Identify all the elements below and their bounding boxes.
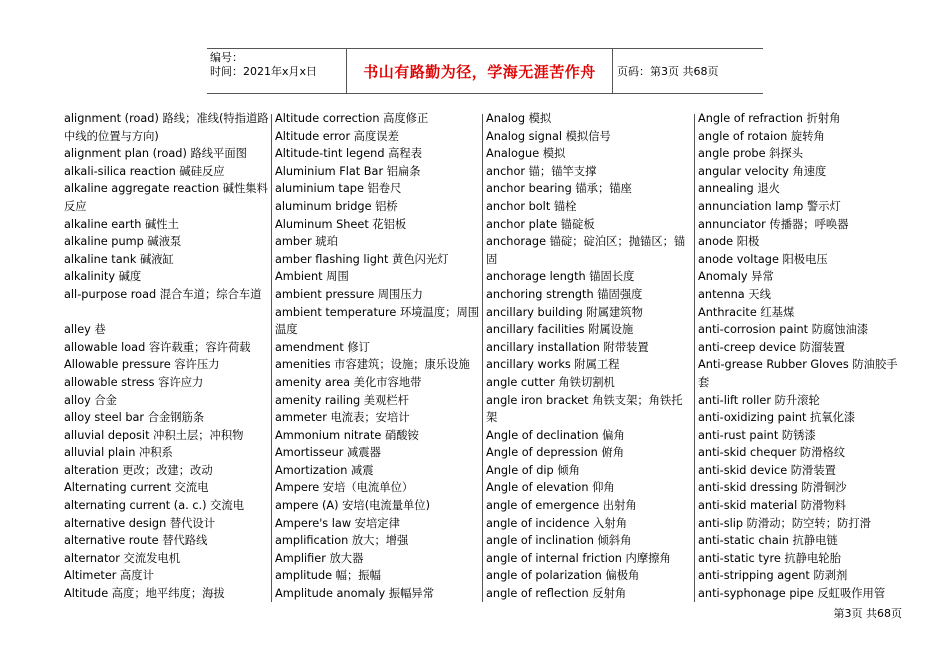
glossary-entry: Altitude-tint legend 高程表 — [275, 147, 422, 161]
glossary-entry: angle of rotaion 旋转角 — [698, 129, 825, 143]
glossary-entry: anti-skid material 防滑物料 — [698, 499, 846, 513]
glossary-entry: anti-rust paint 防锈漆 — [698, 428, 816, 442]
glossary-entry: anti-syphonage pipe 反虹吸作用管 — [698, 587, 886, 601]
glossary-entry: Amplitude anomaly 振幅异常 — [275, 587, 435, 601]
glossary-entry: Analog signal 模拟信号 — [486, 129, 611, 143]
glossary-entry: anchorage length 锚固长度 — [486, 270, 635, 284]
glossary-entry — [64, 304, 270, 322]
glossary-columns — [64, 110, 908, 607]
glossary-entry: Aluminum Sheet 花铝板 — [275, 217, 407, 231]
header-info — [207, 49, 347, 93]
glossary-entry: anti-static chain 抗静电链 — [698, 534, 838, 548]
glossary-entry: alkaline aggregate reaction 碱性集料反应 — [64, 182, 268, 213]
glossary-entry: aluminium tape 铝卷尺 — [275, 182, 402, 196]
glossary-entry: Alternating current 交流电 — [64, 481, 209, 495]
glossary-entry: anchoring strength 锚固强度 — [486, 287, 643, 301]
glossary-entry: anti-stripping agent 防剥剂 — [698, 569, 848, 583]
glossary-entry: anti-lift roller 防升滚轮 — [698, 393, 820, 407]
glossary-entry: Angle of depression 俯角 — [486, 446, 625, 460]
glossary-entry: anchor bearing 锚承；锚座 — [486, 182, 632, 196]
glossary-entry: ambient pressure 周围压力 — [275, 287, 423, 301]
glossary-entry: alkaline pump 碱液泵 — [64, 235, 182, 249]
glossary-entry: alternative route 替代路线 — [64, 534, 208, 548]
glossary-entry: amenities 市容建筑；设施；康乐设施 — [275, 358, 470, 372]
glossary-column-1 — [64, 110, 270, 607]
glossary-entry: alternator 交流发电机 — [64, 551, 181, 565]
glossary-entry: amenity railing 美观栏杆 — [275, 393, 409, 407]
glossary-entry: Analog 模拟 — [486, 112, 552, 125]
glossary-entry: amenity area 美化市容地带 — [275, 375, 422, 389]
glossary-entry: annealing 退火 — [698, 182, 780, 196]
glossary-entry: alkaline tank 碱液缸 — [64, 252, 174, 266]
glossary-entry: amber 琥珀 — [275, 235, 338, 249]
glossary-entry: alluvial deposit 冲积土层；冲积物 — [64, 428, 244, 442]
glossary-entry: Ampere's law 安培定律 — [275, 516, 400, 530]
glossary-entry: Altitude correction 高度修正 — [275, 112, 429, 125]
glossary-entry: ancillary installation 附带装置 — [486, 340, 649, 354]
glossary-entry: Allowable pressure 容许压力 — [64, 358, 220, 372]
glossary-entry: amplitude 幅；振幅 — [275, 569, 381, 583]
number-label: 编号： — [210, 51, 243, 64]
glossary-entry: Altitude 高度；地平纬度；海拔 — [64, 587, 225, 601]
glossary-entry: Amortization 减震 — [275, 463, 374, 477]
page-header — [207, 48, 763, 94]
glossary-entry: Angle of dip 倾角 — [486, 463, 580, 477]
glossary-entry: allowable load 容许载重；容许荷载 — [64, 340, 251, 354]
glossary-entry: annunciator 传播器；呼唤器 — [698, 217, 849, 231]
glossary-entry: ancillary building 附属建筑物 — [486, 305, 643, 319]
glossary-entry: anchor 锚；锚竿支撑 — [486, 164, 597, 178]
glossary-entry: amendment 修订 — [275, 340, 370, 354]
glossary-entry: anchor plate 锚碇板 — [486, 217, 595, 231]
glossary-entry: alteration 更改；改建；改动 — [64, 463, 213, 477]
header-page-number: 页码：第3页 共68页 — [617, 65, 719, 78]
glossary-entry: Angle of declination 偏角 — [486, 428, 625, 442]
glossary-entry: Anthracite 红基煤 — [698, 305, 795, 319]
glossary-entry: alley 巷 — [64, 323, 106, 337]
glossary-column-2 — [275, 110, 481, 607]
glossary-entry: allowable stress 容许应力 — [64, 375, 204, 389]
glossary-column-4 — [698, 110, 904, 607]
column-divider — [271, 114, 272, 602]
glossary-entry: angle of internal friction 内摩擦角 — [486, 551, 671, 565]
glossary-entry: Ambient 周围 — [275, 270, 349, 284]
glossary-entry: Angle of elevation 仰角 — [486, 481, 615, 495]
column-divider — [694, 114, 695, 602]
glossary-entry: Anti-grease Rubber Gloves 防油胶手套 — [698, 358, 898, 389]
glossary-entry: anti-skid dressing 防滑铜沙 — [698, 481, 847, 495]
glossary-entry: angle of emergence 出射角 — [486, 499, 637, 513]
glossary-entry: Aluminium Flat Bar 铝扁条 — [275, 164, 421, 178]
glossary-entry: anchorage 锚碇；碇泊区；抛锚区；锚固 — [486, 235, 686, 266]
glossary-entry: alkalinity 碱度 — [64, 270, 142, 284]
glossary-entry: Amortisseur 减震器 — [275, 446, 381, 460]
glossary-entry: Altitude error 高度误差 — [275, 129, 399, 143]
glossary-column-3 — [486, 110, 692, 607]
glossary-entry: anti-creep device 防溜装置 — [698, 340, 845, 354]
glossary-entry: anti-corrosion paint 防腐蚀油漆 — [698, 323, 869, 337]
glossary-entry: anti-skid chequer 防滑格纹 — [698, 446, 846, 460]
glossary-entry: Anomaly 异常 — [698, 270, 774, 284]
glossary-entry: anchor bolt 锚栓 — [486, 199, 577, 213]
glossary-entry: Ampere 安培（电流单位） — [275, 481, 414, 495]
glossary-entry: antenna 天线 — [698, 287, 771, 301]
glossary-entry: angle iron bracket 角铁支架；角铁托架 — [486, 393, 683, 425]
glossary-entry: anti-skid device 防滑装置 — [698, 463, 836, 477]
glossary-entry: anti-oxidizing paint 抗氧化漆 — [698, 411, 856, 425]
glossary-entry: anti-static tyre 抗静电轮胎 — [698, 551, 841, 565]
glossary-entry: anode voltage 阳极电压 — [698, 252, 828, 266]
column-divider — [482, 114, 483, 602]
glossary-entry: angle of inclination 倾斜角 — [486, 534, 632, 548]
glossary-entry: annunciation lamp 警示灯 — [698, 199, 841, 213]
glossary-entry: alloy steel bar 合金钢筋条 — [64, 411, 205, 425]
page-footer: 第3页 共68页 — [833, 607, 902, 620]
glossary-entry: alkaline earth 碱性土 — [64, 217, 179, 231]
glossary-entry: anode 阳极 — [698, 235, 760, 249]
glossary-entry: Altimeter 高度计 — [64, 569, 154, 583]
glossary-entry: alternating current (a. c.) 交流电 — [64, 499, 245, 513]
glossary-entry: anti-slip 防滑动；防空转；防打滑 — [698, 516, 871, 530]
glossary-entry: Analogue 模拟 — [486, 147, 566, 161]
glossary-entry: all-purpose road 混合车道；综合车道 — [64, 287, 262, 301]
glossary-entry: alignment (road) 路线；准线(特指道路中线的位置与方向) — [64, 112, 269, 143]
glossary-entry: alignment plan (road) 路线平面图 — [64, 147, 247, 161]
glossary-entry: angle probe 斜探头 — [698, 147, 804, 161]
glossary-entry: Ammonium nitrate 硝酸铵 — [275, 428, 419, 442]
glossary-entry: alluvial plain 冲积系 — [64, 446, 173, 460]
glossary-entry: Amplifier 放大器 — [275, 551, 364, 565]
header-motto: 书山有路勤为径，学海无涯苦作舟 — [347, 49, 613, 93]
glossary-entry: ambient temperature 环境温度；周围温度 — [275, 305, 480, 337]
glossary-entry: alkali-silica reaction 碱硅反应 — [64, 164, 225, 178]
glossary-entry: ancillary works 附属工程 — [486, 358, 620, 372]
glossary-entry: amplification 放大；增强 — [275, 534, 409, 548]
glossary-entry: ancillary facilities 附属设施 — [486, 323, 634, 337]
glossary-entry: Angle of refraction 折射角 — [698, 112, 841, 125]
glossary-entry: alloy 合金 — [64, 393, 117, 407]
glossary-entry: angle of incidence 入射角 — [486, 516, 627, 530]
glossary-entry: angular velocity 角速度 — [698, 164, 827, 178]
glossary-entry: amber flashing light 黄色闪光灯 — [275, 252, 449, 266]
glossary-entry: angle of polarization 偏极角 — [486, 569, 640, 583]
glossary-entry: angle cutter 角铁切割机 — [486, 375, 615, 389]
glossary-entry: aluminum bridge 铝桥 — [275, 199, 398, 213]
glossary-entry: ammeter 电流表；安培计 — [275, 411, 410, 425]
date-label: 时间：2021年x月x日 — [210, 65, 318, 78]
glossary-entry: ampere (A) 安培(电流量单位) — [275, 499, 431, 513]
glossary-entry: angle of reflection 反射角 — [486, 587, 627, 601]
glossary-entry: alternative design 替代设计 — [64, 516, 216, 530]
